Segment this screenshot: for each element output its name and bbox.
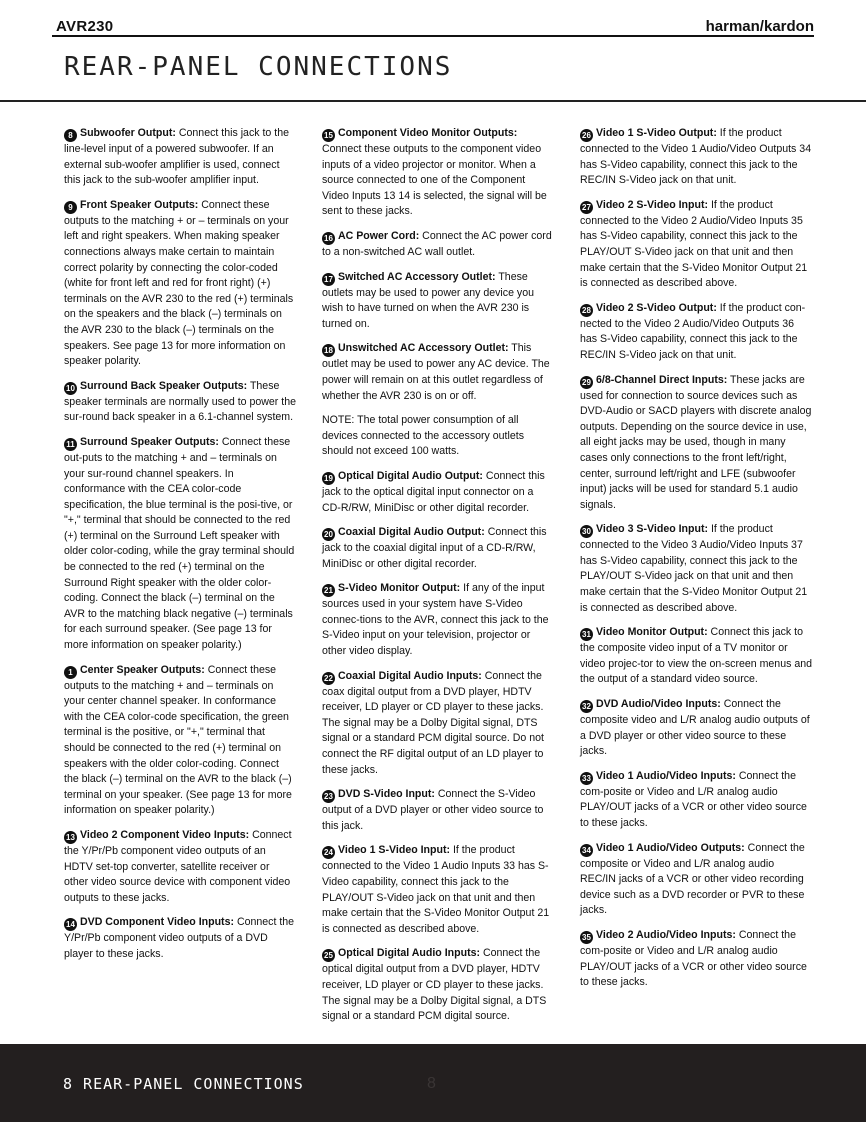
- entry-body: Connect the coax digital output from a DVD player, HDTV receiver, LD player or CD player to these jacks. The signal may be a Dolby Digital signal, DTS signal or a standard PCM digital source. Do not connect the RF digital output of an LD player to these jacks.: [322, 669, 544, 776]
- entry-heading: Video 2 S-Video Output:: [596, 301, 717, 314]
- entry-heading: Front Speaker Outputs:: [80, 198, 199, 211]
- description-entry: [64, 198, 296, 370]
- entry-body: If the product connected to the Video 2 Audio/Video Inputs 35 has S-Video capability, connect this jack to the PLAY/OUT S-Video jack on that unit and then make certain that the S-Video Monitor Output 21 is connected as described above.: [580, 198, 808, 290]
- callout-number: 24: [322, 846, 335, 859]
- description-entry: [64, 126, 296, 189]
- entry-heading: DVD S-Video Input:: [338, 788, 435, 801]
- callout-number: 26: [580, 129, 593, 142]
- entry-heading: Unswitched AC Accessory Outlet:: [338, 342, 509, 355]
- entry-body: Connect these outputs to the matching + or – terminals on your left and right speakers. When making speaker connections always make certain to maintain correct polarity by connecting the color-coded (white for front left and red for front right) (+) terminals on the AVR 230 to the red (+) terminals on the speakers and the black (–) terminals on the AVR 230 to the black (–) terminals on the speakers. See page 13 for more information on speaker polarity.: [64, 198, 294, 368]
- column-3: [580, 126, 812, 1000]
- entry-body: Connect this jack to the line-level input of a powered subwoofer. If an external sub-woofer amplifier is used, connect this jack to the sub-woofer amplifier input.: [64, 127, 289, 187]
- callout-number: 13: [64, 831, 77, 844]
- header-rule: [52, 35, 814, 37]
- callout-number: 9: [64, 201, 77, 214]
- callout-number: 14: [64, 918, 77, 931]
- description-entry: [64, 435, 296, 654]
- brand-name: harman/kardon: [705, 18, 814, 35]
- description-entry: [64, 379, 296, 426]
- description-entry: [322, 843, 554, 937]
- callout-number: 28: [580, 304, 593, 317]
- callout-number: 34: [580, 844, 593, 857]
- callout-number: 21: [322, 584, 335, 597]
- callout-number: 30: [580, 525, 593, 538]
- description-entry: [322, 341, 554, 404]
- entry-body: Connect the Y/Pr/Pb component video outputs of a DVD player to these jacks.: [64, 916, 295, 960]
- entry-body: These outlets may be used to power any device you wish to have turned on when the AVR 230 is turned on.: [322, 270, 534, 330]
- description-entry: [64, 915, 296, 962]
- entry-heading: Video 1 Audio/Video Inputs:: [596, 769, 736, 782]
- description-entry: [580, 198, 812, 292]
- description-entry: [580, 522, 812, 616]
- description-entry: [64, 663, 296, 819]
- entry-heading: Surround Back Speaker Outputs:: [80, 379, 248, 392]
- callout-number: 11: [64, 438, 77, 451]
- entry-heading: DVD Audio/Video Inputs:: [596, 698, 721, 711]
- description-entry: [580, 625, 812, 688]
- entry-body: Connect the optical digital output from a DVD player, HDTV receiver, LD player or CD player to these jacks. The signal may be a Dolby Digital signal, a DTS signal or a standard PCM digital source.: [322, 947, 547, 1023]
- description-entry: [322, 787, 554, 834]
- entry-body: This outlet may be used to power any AC device. The power will remain on at this outlet regardless of whether the AVR 230 is on or off.: [322, 342, 550, 402]
- entry-body: Connect these outputs to the component video inputs of a video projector or monitor. When a source connected to one of the Component Video Inputs 13 14 is selected, the signal will be sent to these jacks.: [322, 143, 547, 218]
- callout-number: 8: [64, 129, 77, 142]
- callout-number: 22: [322, 672, 335, 685]
- description-entry: [580, 769, 812, 832]
- page-title: REAR-PANEL CONNECTIONS: [64, 52, 453, 82]
- entry-body: Connect the S-Video output of a DVD player or other video source to this jack.: [322, 788, 544, 832]
- description-entry: [580, 697, 812, 760]
- callout-number: 15: [322, 129, 335, 142]
- entry-body: Connect the com-posite or Video and L/R analog audio PLAY/OUT jacks of a VCR or other video source to these jacks.: [580, 928, 807, 989]
- entry-heading: Video 2 Component Video Inputs:: [80, 828, 250, 841]
- callout-number: 19: [322, 472, 335, 485]
- callout-number: 23: [322, 790, 335, 803]
- entry-heading: Optical Digital Audio Inputs:: [338, 947, 481, 960]
- entry-heading: AC Power Cord:: [338, 229, 420, 242]
- entry-heading: Video 1 S-Video Input:: [338, 844, 451, 857]
- entry-heading: Subwoofer Output:: [80, 127, 176, 139]
- entry-body: Connect the composite or Video and L/R analog audio REC/IN jacks of a VCR or other video recording device such as a DVD recorder or PVR to these jacks.: [580, 841, 805, 917]
- description-entry: [322, 270, 554, 333]
- description-entry: [580, 301, 812, 364]
- description-entry: [580, 373, 812, 514]
- description-entry: [322, 525, 554, 572]
- entry-body: Connect the Y/Pr/Pb component video outputs of an HDTV set-top converter, satellite receiver or other video source device with component video outputs to these jacks.: [64, 828, 292, 904]
- entry-heading: Video 2 S-Video Input:: [596, 198, 709, 211]
- column-1: [64, 126, 296, 972]
- callout-number: 1: [64, 666, 77, 679]
- entry-heading: Surround Speaker Outputs:: [80, 435, 219, 448]
- entry-heading: Coaxial Digital Audio Output:: [338, 526, 485, 539]
- callout-number: 18: [322, 344, 335, 357]
- callout-number: 35: [580, 931, 593, 944]
- entry-body: Connect these outputs to the matching + and – terminals on your center channel speaker. In conformance with the CEA color-code specification, the green terminal is the positive, or "+," terminal that should be connected to the red (+) terminal on speakers with the older color-coding. Connect the black (–) terminal on the AVR to the black (–) terminal on your speaker. (See page 13 for more information on speaker polarity.): [64, 663, 292, 817]
- entry-body: NOTE: The total power consumption of all devices connected to the accessory outlets should not exceed 100 watts.: [322, 414, 524, 458]
- model-name: AVR230: [56, 18, 114, 35]
- callout-number: 32: [580, 700, 593, 713]
- callout-number: 25: [322, 949, 335, 962]
- callout-number: 27: [580, 201, 593, 214]
- entry-body: If the product connected to the Video 1 Audio Inputs 33 has S-Video capability, connect this jack to the PLAY/OUT S-Video jack on that unit and then make certain that the S-Video Monitor Output 21 is connected as described above.: [322, 844, 550, 935]
- footer-label: 8 REAR-PANEL CONNECTIONS: [63, 1075, 304, 1093]
- entry-heading: Component Video Monitor Outputs:: [338, 127, 518, 139]
- entry-heading: Video 1 S-Video Output:: [596, 127, 717, 139]
- description-entry: [322, 229, 554, 261]
- entry-heading: Center Speaker Outputs:: [80, 663, 205, 676]
- entry-heading: 6/8-Channel Direct Inputs:: [596, 373, 728, 386]
- entry-body: Connect the com-posite or Video and L/R analog audio PLAY/OUT jacks of a VCR or other video source to these jacks.: [580, 769, 807, 829]
- entry-heading: S-Video Monitor Output:: [338, 582, 461, 595]
- entry-heading: Optical Digital Audio Output:: [338, 469, 483, 482]
- footer-page-number: 8: [427, 1075, 436, 1092]
- entry-body: Connect this jack to the composite video input of a TV monitor or video projec-tor to view the on-screen menus and the output of a standard video source.: [580, 626, 813, 686]
- entry-body: If the product connected to the Video 3 Audio/Video Inputs 37 has S-Video capability, connect this jack to the PLAY/OUT S-Video jack on that unit and then make certain that the S-Video Monitor Output 21 is connected as described above.: [580, 523, 808, 614]
- entry-heading: DVD Component Video Inputs:: [80, 916, 234, 929]
- entry-heading: Video Monitor Output:: [596, 626, 708, 639]
- entry-body: Connect this jack to the optical digital input connector on a CD-R/RW, MiniDisc or other digital recorder.: [322, 469, 545, 514]
- entry-body: These jacks are used for connection to source devices such as DVD-Audio or SACD players with discrete analog outputs. Depending on the source device in use, all eight jacks may be used, though in many cases only connections to the front left/right, center, surround left/right and LFE (subwoofer input) jacks will be used for standard 5.1 audio signals.: [580, 373, 812, 511]
- title-rule: [0, 100, 866, 102]
- callout-number: 29: [580, 376, 593, 389]
- entry-body: Connect the AC power cord to a non-switched AC wall outlet.: [322, 229, 552, 258]
- description-entry: [322, 126, 554, 220]
- description-entry: [580, 126, 812, 189]
- entry-heading: Video 3 S-Video Input:: [596, 523, 709, 536]
- entry-body: Connect this jack to the coaxial digital input of a CD-R/RW, MiniDisc or other digital recorder.: [322, 526, 547, 570]
- callout-number: 17: [322, 273, 335, 286]
- description-entry: [322, 413, 554, 460]
- description-entry: [580, 928, 812, 991]
- callout-number: 31: [580, 628, 593, 641]
- entry-body: If the product connected to the Video 1 Audio/Video Outputs 34 has S-Video capability, connect this jack to the REC/IN S-Video jack on that unit.: [580, 127, 812, 187]
- entry-body: These speaker terminals are normally used to power the sur-round back speaker in a 6.1-channel system.: [64, 379, 296, 424]
- description-entry: [322, 946, 554, 1024]
- description-entry: [322, 469, 554, 516]
- entry-heading: Video 1 Audio/Video Outputs:: [596, 841, 745, 854]
- entry-heading: Coaxial Digital Audio Inputs:: [338, 669, 482, 682]
- entry-body: Connect the composite video and L/R analog audio outputs of a DVD player or other video source to these jacks.: [580, 698, 810, 758]
- description-entry: [322, 581, 554, 659]
- entry-heading: Video 2 Audio/Video Inputs:: [596, 928, 736, 941]
- column-2: [322, 126, 554, 1034]
- entry-heading: Switched AC Accessory Outlet:: [338, 270, 496, 283]
- description-entry: [580, 841, 812, 919]
- description-entry: [64, 828, 296, 906]
- callout-number: 33: [580, 772, 593, 785]
- entry-body: If the product con-nected to the Video 2 Audio/Video Outputs 36 has S-Video capability, connect this jack to the REC/IN S-Video jack on that unit.: [580, 301, 806, 361]
- description-entry: [322, 669, 554, 779]
- entry-body: Connect these out-puts to the matching + and – terminals on your sur-round channel speakers. In conformance with the CEA color-code specification, the blue terminal is the posi-tive, or "+," terminal that should be connected to the red (+) terminal on the Surround Left speaker with older color-coding, while the gray terminal should be connected to the red (+) terminal on the Surround Right speaker with the older color-coding. Connect the black (–) terminal on the AVR to the matching black negative (–) terminals for each surround speaker. (See page 13 for more information on speaker polarity.): [64, 435, 295, 652]
- callout-number: 16: [322, 232, 335, 245]
- callout-number: 20: [322, 528, 335, 541]
- callout-number: 10: [64, 382, 77, 395]
- entry-body: If any of the input sources used in your system have S-Video connec-tions to the AVR, connect this jack to the S-Video input on your television, projector or other video display.: [322, 582, 549, 658]
